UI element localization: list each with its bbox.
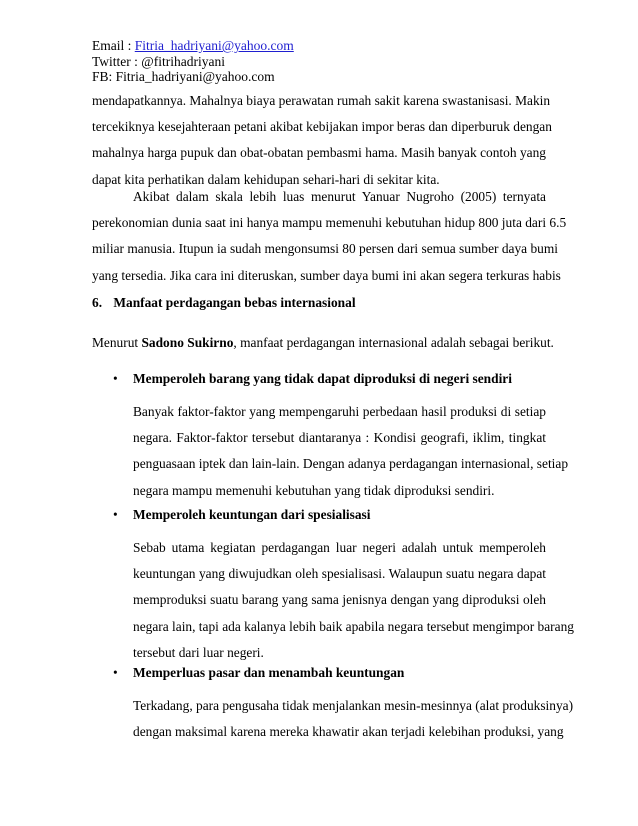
bullet-icon: • bbox=[113, 665, 118, 680]
intro-after: , manfaat perdagangan internasional adalah sebagai berikut. bbox=[233, 335, 554, 350]
paragraph-line: dapat kita perhatikan dalam kehidupan sehari-hari di sekitar kita. bbox=[92, 171, 440, 187]
paragraph-line: negara mampu memenuhi kebutuhan yang tidak diproduksi sendiri. bbox=[133, 482, 495, 498]
paragraph-line: keuntungan yang diwujudkan oleh spesialisasi. Walaupun suatu negara dapat bbox=[133, 566, 546, 582]
paragraph-line: mendapatkannya. Mahalnya biaya perawatan rumah sakit karena swastanisasi. Makin bbox=[92, 93, 551, 108]
bullet-title: Memperoleh barang yang tidak dapat diproduksi di negeri sendiri bbox=[133, 371, 512, 386]
paragraph-line: negara. Faktor-faktor tersebut diantaranya : Kondisi geografi, iklim, tingkat bbox=[133, 430, 546, 446]
section-heading bbox=[92, 294, 356, 312]
paragraph-line: dengan maksimal karena mereka khawatir akan terjadi kelebihan produksi, yang bbox=[133, 724, 564, 740]
email-label: Email : bbox=[92, 38, 135, 53]
paragraph-line: Terkadang, para pengusaha tidak menjalankan mesin-mesinnya (alat produksinya) bbox=[133, 698, 574, 713]
paragraph-line: yang tersedia. Jika cara ini diteruskan, sumber daya bumi ini akan segera terkuras habis bbox=[92, 267, 561, 283]
paragraph-line: Akibat dalam skala lebih luas menurut Yanuar Nugroho (2005) ternyata bbox=[133, 189, 546, 204]
paragraph-line: perekonomian dunia saat ini hanya mampu memenuhi kebutuhan hidup 800 juta dari 6.5 bbox=[92, 215, 567, 231]
paragraph-line: miliar manusia. Itupun ia sudah mengonsumsi 80 persen dari semua sumber daya bumi bbox=[92, 241, 558, 257]
section-number: 6. bbox=[92, 295, 103, 310]
paragraph-2 bbox=[92, 184, 567, 289]
intro-before: Menurut bbox=[92, 335, 142, 350]
facebook-line: FB: Fitria_hadriyani@yahoo.com bbox=[92, 69, 275, 84]
section-title: Manfaat perdagangan bebas internasional bbox=[113, 295, 356, 310]
bullet-icon: • bbox=[113, 371, 118, 386]
paragraph-line: Sebab utama kegiatan perdagangan luar negeri adalah untuk memperoleh bbox=[133, 540, 546, 555]
paragraph-line: penguasaan iptek dan lain-lain. Dengan adanya perdagangan internasional, setiap bbox=[133, 456, 569, 472]
intro-author: Sadono Sukirno bbox=[141, 335, 234, 350]
contact-header bbox=[92, 38, 294, 85]
bullet-title: Memperluas pasar dan menambah keuntungan bbox=[133, 665, 405, 680]
paragraph-line: tersebut dari luar negeri. bbox=[133, 644, 264, 660]
paragraph-line: memproduksi suatu barang yang sama jenisnya dengan yang diproduksi oleh bbox=[133, 592, 546, 608]
email-link[interactable]: Fitria_hadriyani@yahoo.com bbox=[134, 38, 294, 53]
twitter-line: Twitter : @fitrihadriyani bbox=[92, 53, 225, 69]
paragraph-line: Banyak faktor-faktor yang mempengaruhi perbedaan hasil produksi di setiap bbox=[133, 404, 546, 419]
bullet-body-2 bbox=[133, 535, 574, 666]
paragraph-1 bbox=[92, 88, 552, 193]
paragraph-line: mahalnya harga pupuk dan obat-obatan pembasmi hama. Masih banyak contoh yang bbox=[92, 145, 546, 161]
email-line bbox=[92, 38, 294, 54]
paragraph-line: negara lain, tapi ada kalanya lebih baik apabila negara tersebut mengimpor barang bbox=[133, 618, 574, 634]
bullet-body-1 bbox=[133, 399, 569, 504]
bullet-title: Memperoleh keuntungan dari spesialisasi bbox=[133, 507, 371, 522]
intro-line bbox=[92, 334, 554, 352]
bullet-icon: • bbox=[113, 507, 118, 522]
bullet-body-3 bbox=[133, 693, 574, 745]
paragraph-line: tercekiknya kesejahteraan petani akibat kebijakan impor beras dan diperburuk dengan bbox=[92, 119, 552, 135]
